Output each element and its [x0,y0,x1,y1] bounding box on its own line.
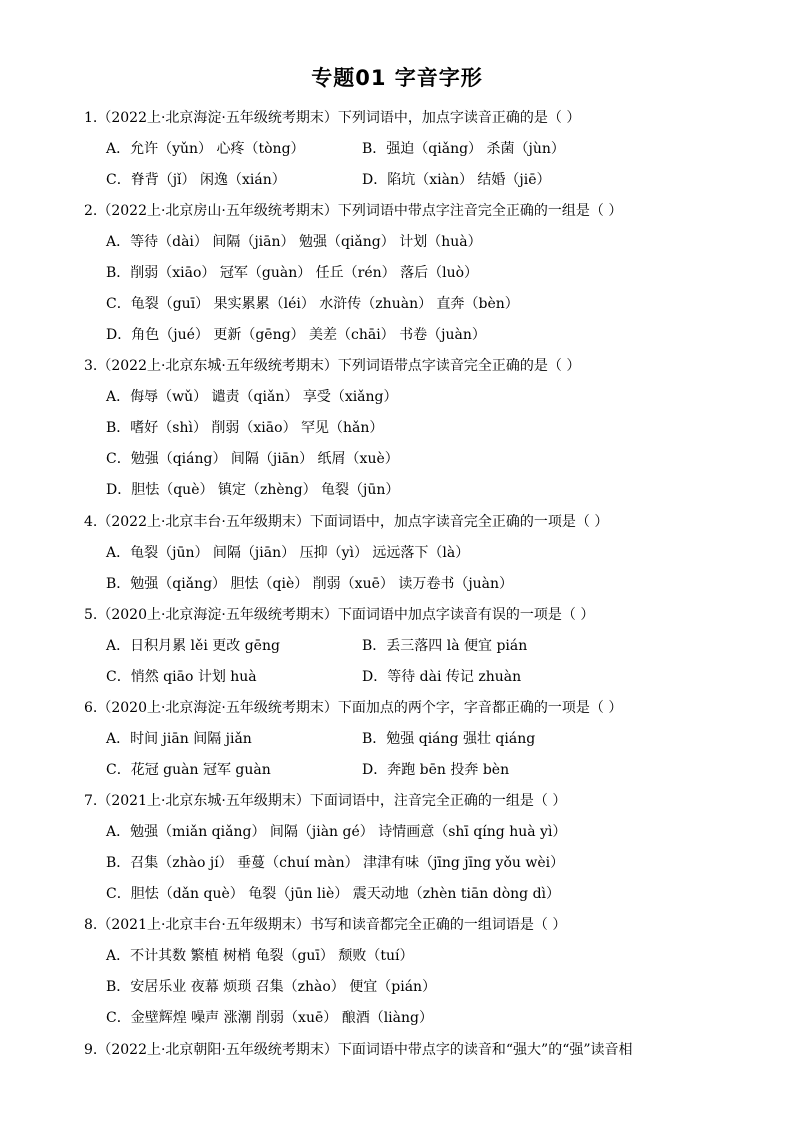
question-5-option-a: A．日积月累 lěi 更改 gēng [106,638,280,654]
question-7-option-c: C．胆怯（dǎn què） 龟裂（jūn liè） 震天动地（zhèn tiān dòng dì） [106,886,561,902]
question-5-option-c: C．悄然 qiāo 计划 huà [106,669,257,685]
question-5-option-b: B．丢三落四 là 便宜 pián [362,638,528,654]
question-2-option-b: B．削弱（xiāo） 冠军（guàn） 任丘（rén） 落后（luò） [106,265,479,281]
question-2-option-c: C．龟裂（guī） 果实累累（léi） 水浒传（zhuàn） 直奔（bèn） [106,296,519,312]
question-6-option-a: A．时间 jiān 间隔 jiǎn [106,731,252,747]
question-3-option-a: A．侮辱（wǔ） 谴责（qiǎn） 享受（xiǎng） [106,389,398,405]
question-8-option-c: C．金壁辉煌 噪声 涨潮 削弱（xuē） 酿酒（liàng） [106,1010,433,1026]
question-1-option-b: B．强迫（qiǎng） 杀菌（jùn） [362,141,565,157]
question-5-option-d: D．等待 dài 传记 zhuàn [362,669,522,685]
question-6-option-b: B．勉强 qiáng 强壮 qiáng [362,731,536,747]
question-6-option-d: D．奔跑 bēn 投奔 bèn [362,762,510,778]
question-7-option-b: B．召集（zhào jí） 垂蔓（chuí màn） 津津有味（jīng jīng yǒu wèi） [106,855,565,871]
question-2-stem: 2.（2022上·北京房山·五年级统考期末）下列词语中带点字注音完全正确的一组是（ ） [84,203,623,219]
question-2-option-a: A．等待（dài） 间隔（jiān） 勉强（qiǎng） 计划（huà） [106,234,482,250]
question-1-option-c: C．脊背（jǐ） 闲逸（xián） [106,172,286,188]
question-1-option-a: A．允许（yǔn） 心疼（tòng） [106,141,305,157]
question-3-stem: 3.（2022上·北京东城·五年级统考期末）下列词语带点字读音完全正确的是（ ） [84,358,581,374]
question-3-option-b: B．嗜好（shì） 削弱（xiāo） 罕见（hǎn） [106,420,384,436]
question-1-option-d: D．陷坑（xiàn） 结婚（jiē） [362,172,551,188]
question-3-option-c: C．勉强（qiáng） 间隔（jiān） 纸屑（xuè） [106,451,399,467]
question-7-stem: 7.（2021上·北京东城·五年级期末）下面词语中，注音完全正确的一组是（ ） [84,793,567,809]
question-6-stem: 6.（2020上·北京海淀·五年级统考期末）下面加点的两个字，字音都正确的一项是（ ） [84,700,623,716]
question-8-option-a: A．不计其数 繁植 树梢 龟裂（guī） 颓败（tuí） [106,948,414,964]
question-4-option-a: A．龟裂（jūn） 间隔（jiān） 压抑（yì） 远远落下（là） [106,545,470,561]
question-7-option-a: A．勉强（miǎn qiǎng） 间隔（jiàn gé） 诗情画意（shī qíng huà yì） [106,824,567,840]
page-title: 专题01 字音字形 [311,66,483,90]
question-1-stem: 1.（2022上·北京海淀·五年级统考期末）下列词语中，加点字读音正确的是（ ） [84,110,581,126]
question-5-stem: 5.（2020上·北京海淀·五年级统考期末）下面词语中加点字读音有误的一项是（ ） [84,607,595,623]
question-3-option-d: D．胆怯（què） 镇定（zhèng） 龟裂（jūn） [106,482,400,498]
question-6-option-c: C．花冠 guàn 冠军 guàn [106,762,271,778]
question-2-option-d: D．角色（jué） 更新（gēng） 美差（chāi） 书卷（juàn） [106,327,486,343]
question-4-option-b: B．勉强（qiǎng） 胆怯（qiè） 削弱（xuē） 读万卷书（juàn） [106,576,514,592]
question-8-stem: 8.（2021上·北京丰台·五年级期末）书写和读音都完全正确的一组词语是（ ） [84,917,567,933]
question-9-stem: 9.（2022上·北京朝阳·五年级统考期末）下面词语中带点字的读音和“强大”的“强”读音相 [84,1042,633,1058]
question-8-option-b: B．安居乐业 夜幕 烦琐 召集（zhào） 便宜（pián） [106,979,437,995]
question-4-stem: 4.（2022上·北京丰台·五年级期末）下面词语中，加点字读音完全正确的一项是（ ） [84,514,609,530]
